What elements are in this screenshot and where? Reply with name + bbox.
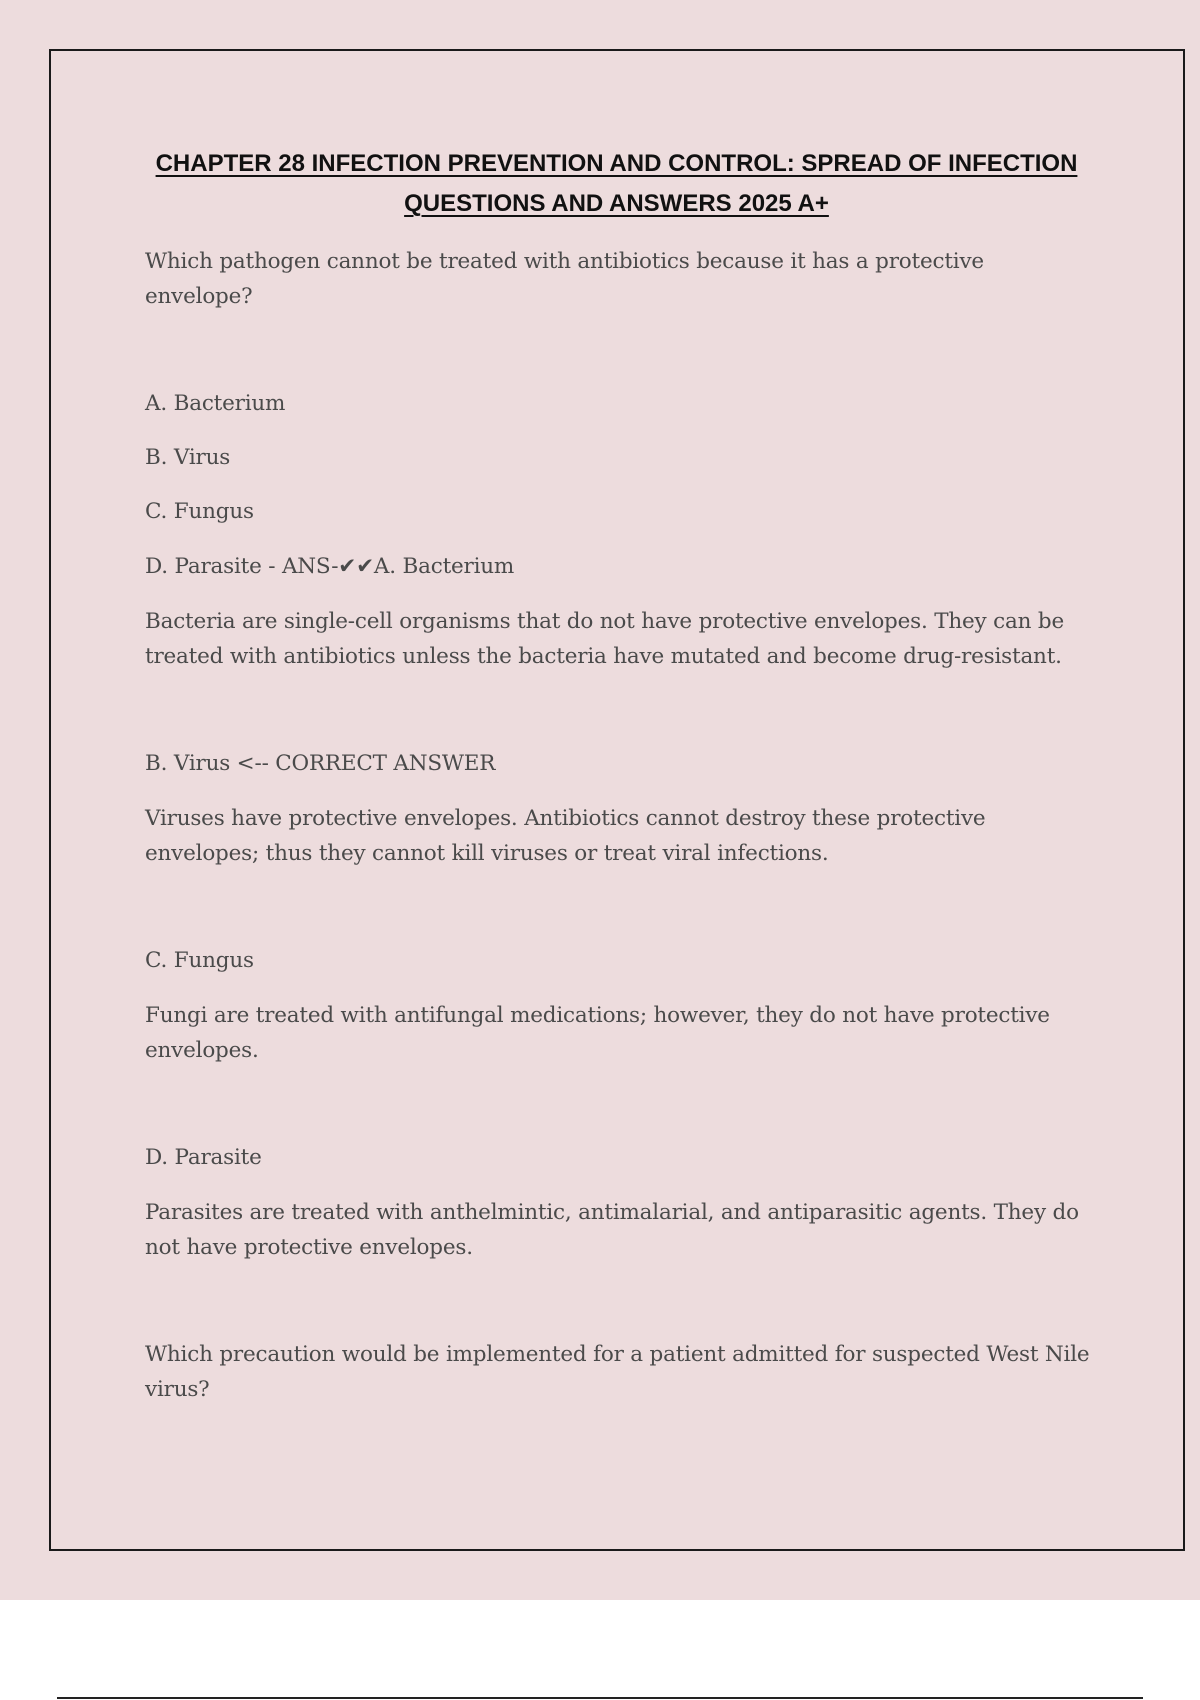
option-b: B. Virus: [145, 445, 231, 470]
footer-rule: [57, 1697, 1143, 1699]
title-line-2: QUESTIONS AND ANSWERS 2025 A+: [404, 190, 829, 217]
question-2-text: Which precaution would be implemented for a patient admitted for suspected West Nile virus?: [145, 1342, 1090, 1402]
document-title: [100, 144, 1133, 224]
option-c: C. Fungus: [145, 499, 254, 524]
rationale-bacterium: Bacteria are single-cell organisms that do not have protective envelopes. They can be treated with antibiotics unless the bacteria have mutated and become drug-resistant.: [145, 609, 1064, 669]
option-d-with-answer: D. Parasite - ANS-✔✔A. Bacterium: [145, 554, 515, 579]
option-a: A. Bacterium: [145, 391, 286, 416]
rationale-virus: Viruses have protective envelopes. Antibiotics cannot destroy these protective envelopes; thus they cannot kill viruses or treat viral infections.: [145, 806, 986, 866]
title-line-1: CHAPTER 28 INFECTION PREVENTION AND CONTROL: SPREAD OF INFECTION: [155, 150, 1078, 177]
question-1-text: Which pathogen cannot be treated with antibiotics because it has a protective envelope?: [145, 249, 984, 309]
correct-answer-label: B. Virus <-- CORRECT ANSWER: [145, 751, 496, 776]
rationale-parasite: Parasites are treated with anthelmintic, antimalarial, and antiparasitic agents. They do not have protective envelopes.: [145, 1200, 1079, 1260]
fungus-heading: C. Fungus: [145, 948, 254, 973]
parasite-heading: D. Parasite: [145, 1145, 262, 1170]
rationale-fungus: Fungi are treated with antifungal medications; however, they do not have protective envelopes.: [145, 1003, 1050, 1063]
